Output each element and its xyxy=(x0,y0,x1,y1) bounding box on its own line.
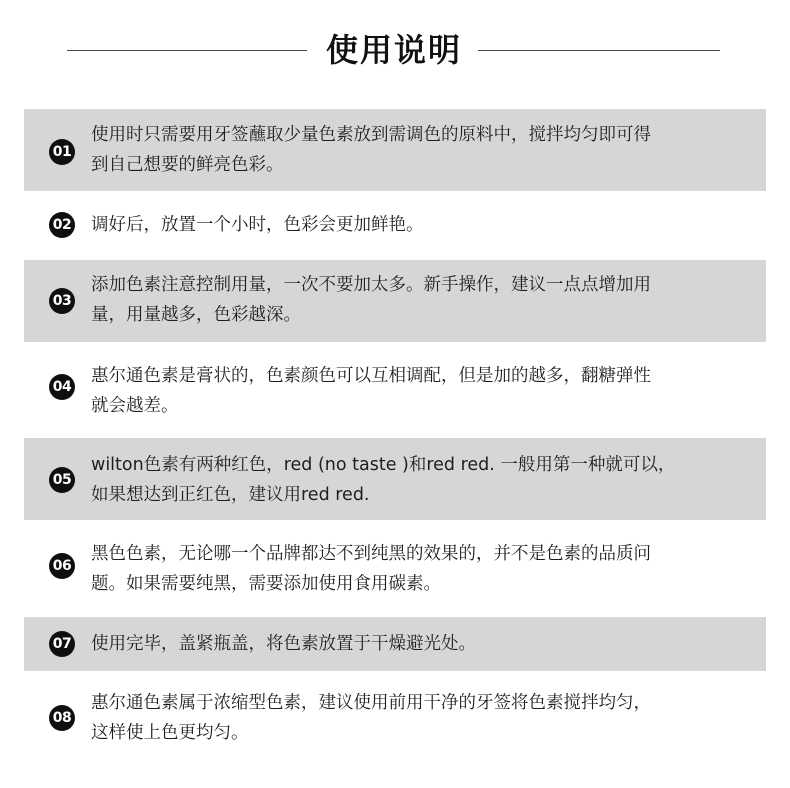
header-divider-right xyxy=(478,50,720,51)
step-number-badge: 08 xyxy=(49,705,75,731)
header-divider-left xyxy=(67,50,307,51)
step-number-badge: 04 xyxy=(49,374,75,400)
instruction-item-08 xyxy=(24,676,766,766)
instruction-item-07 xyxy=(24,617,766,671)
instruction-item-03 xyxy=(24,260,766,342)
step-number-badge: 02 xyxy=(49,212,75,238)
instruction-item-01 xyxy=(24,109,766,191)
instruction-text: wilton色素有两种红色，red (no taste )和red red. 一般用第一种就可以， 如果想达到正红色，建议用red red. xyxy=(91,455,676,505)
instruction-item-04 xyxy=(24,347,766,433)
instruction-text: 使用完毕，盖紧瓶盖，将色素放置于干燥避光处。 xyxy=(91,634,476,654)
page-header xyxy=(0,0,790,100)
page-title: 使用说明 xyxy=(325,31,462,69)
step-number-badge: 01 xyxy=(49,139,75,165)
instruction-text: 添加色素注意控制用量，一次不要加太多。新手操作，建议一点点增加用 量，用量越多，色彩越深。 xyxy=(91,275,651,325)
instruction-item-02 xyxy=(24,196,766,256)
instruction-text: 使用时只需要用牙签蘸取少量色素放到需调色的原料中，搅拌均匀即可得 到自己想要的鲜亮色彩。 xyxy=(91,125,651,175)
step-number-badge: 07 xyxy=(49,631,75,657)
instruction-text: 惠尔通色素是膏状的，色素颜色可以互相调配，但是加的越多，翻糖弹性 就会越差。 xyxy=(91,366,651,416)
instruction-text: 调好后，放置一个小时，色彩会更加鲜艳。 xyxy=(91,215,424,235)
instruction-text: 黑色色素，无论哪一个品牌都达不到纯黑的效果的，并不是色素的品质问 题。如果需要纯黑，需要添加使用食用碳素。 xyxy=(91,544,651,594)
step-number-badge: 06 xyxy=(49,553,75,579)
instruction-text: 惠尔通色素属于浓缩型色素，建议使用前用干净的牙签将色素搅拌均匀， 这样使上色更均匀。 xyxy=(91,693,651,743)
step-number-badge: 05 xyxy=(49,467,75,493)
instruction-item-06 xyxy=(24,525,766,611)
instruction-item-05 xyxy=(24,438,766,520)
step-number-badge: 03 xyxy=(49,288,75,314)
